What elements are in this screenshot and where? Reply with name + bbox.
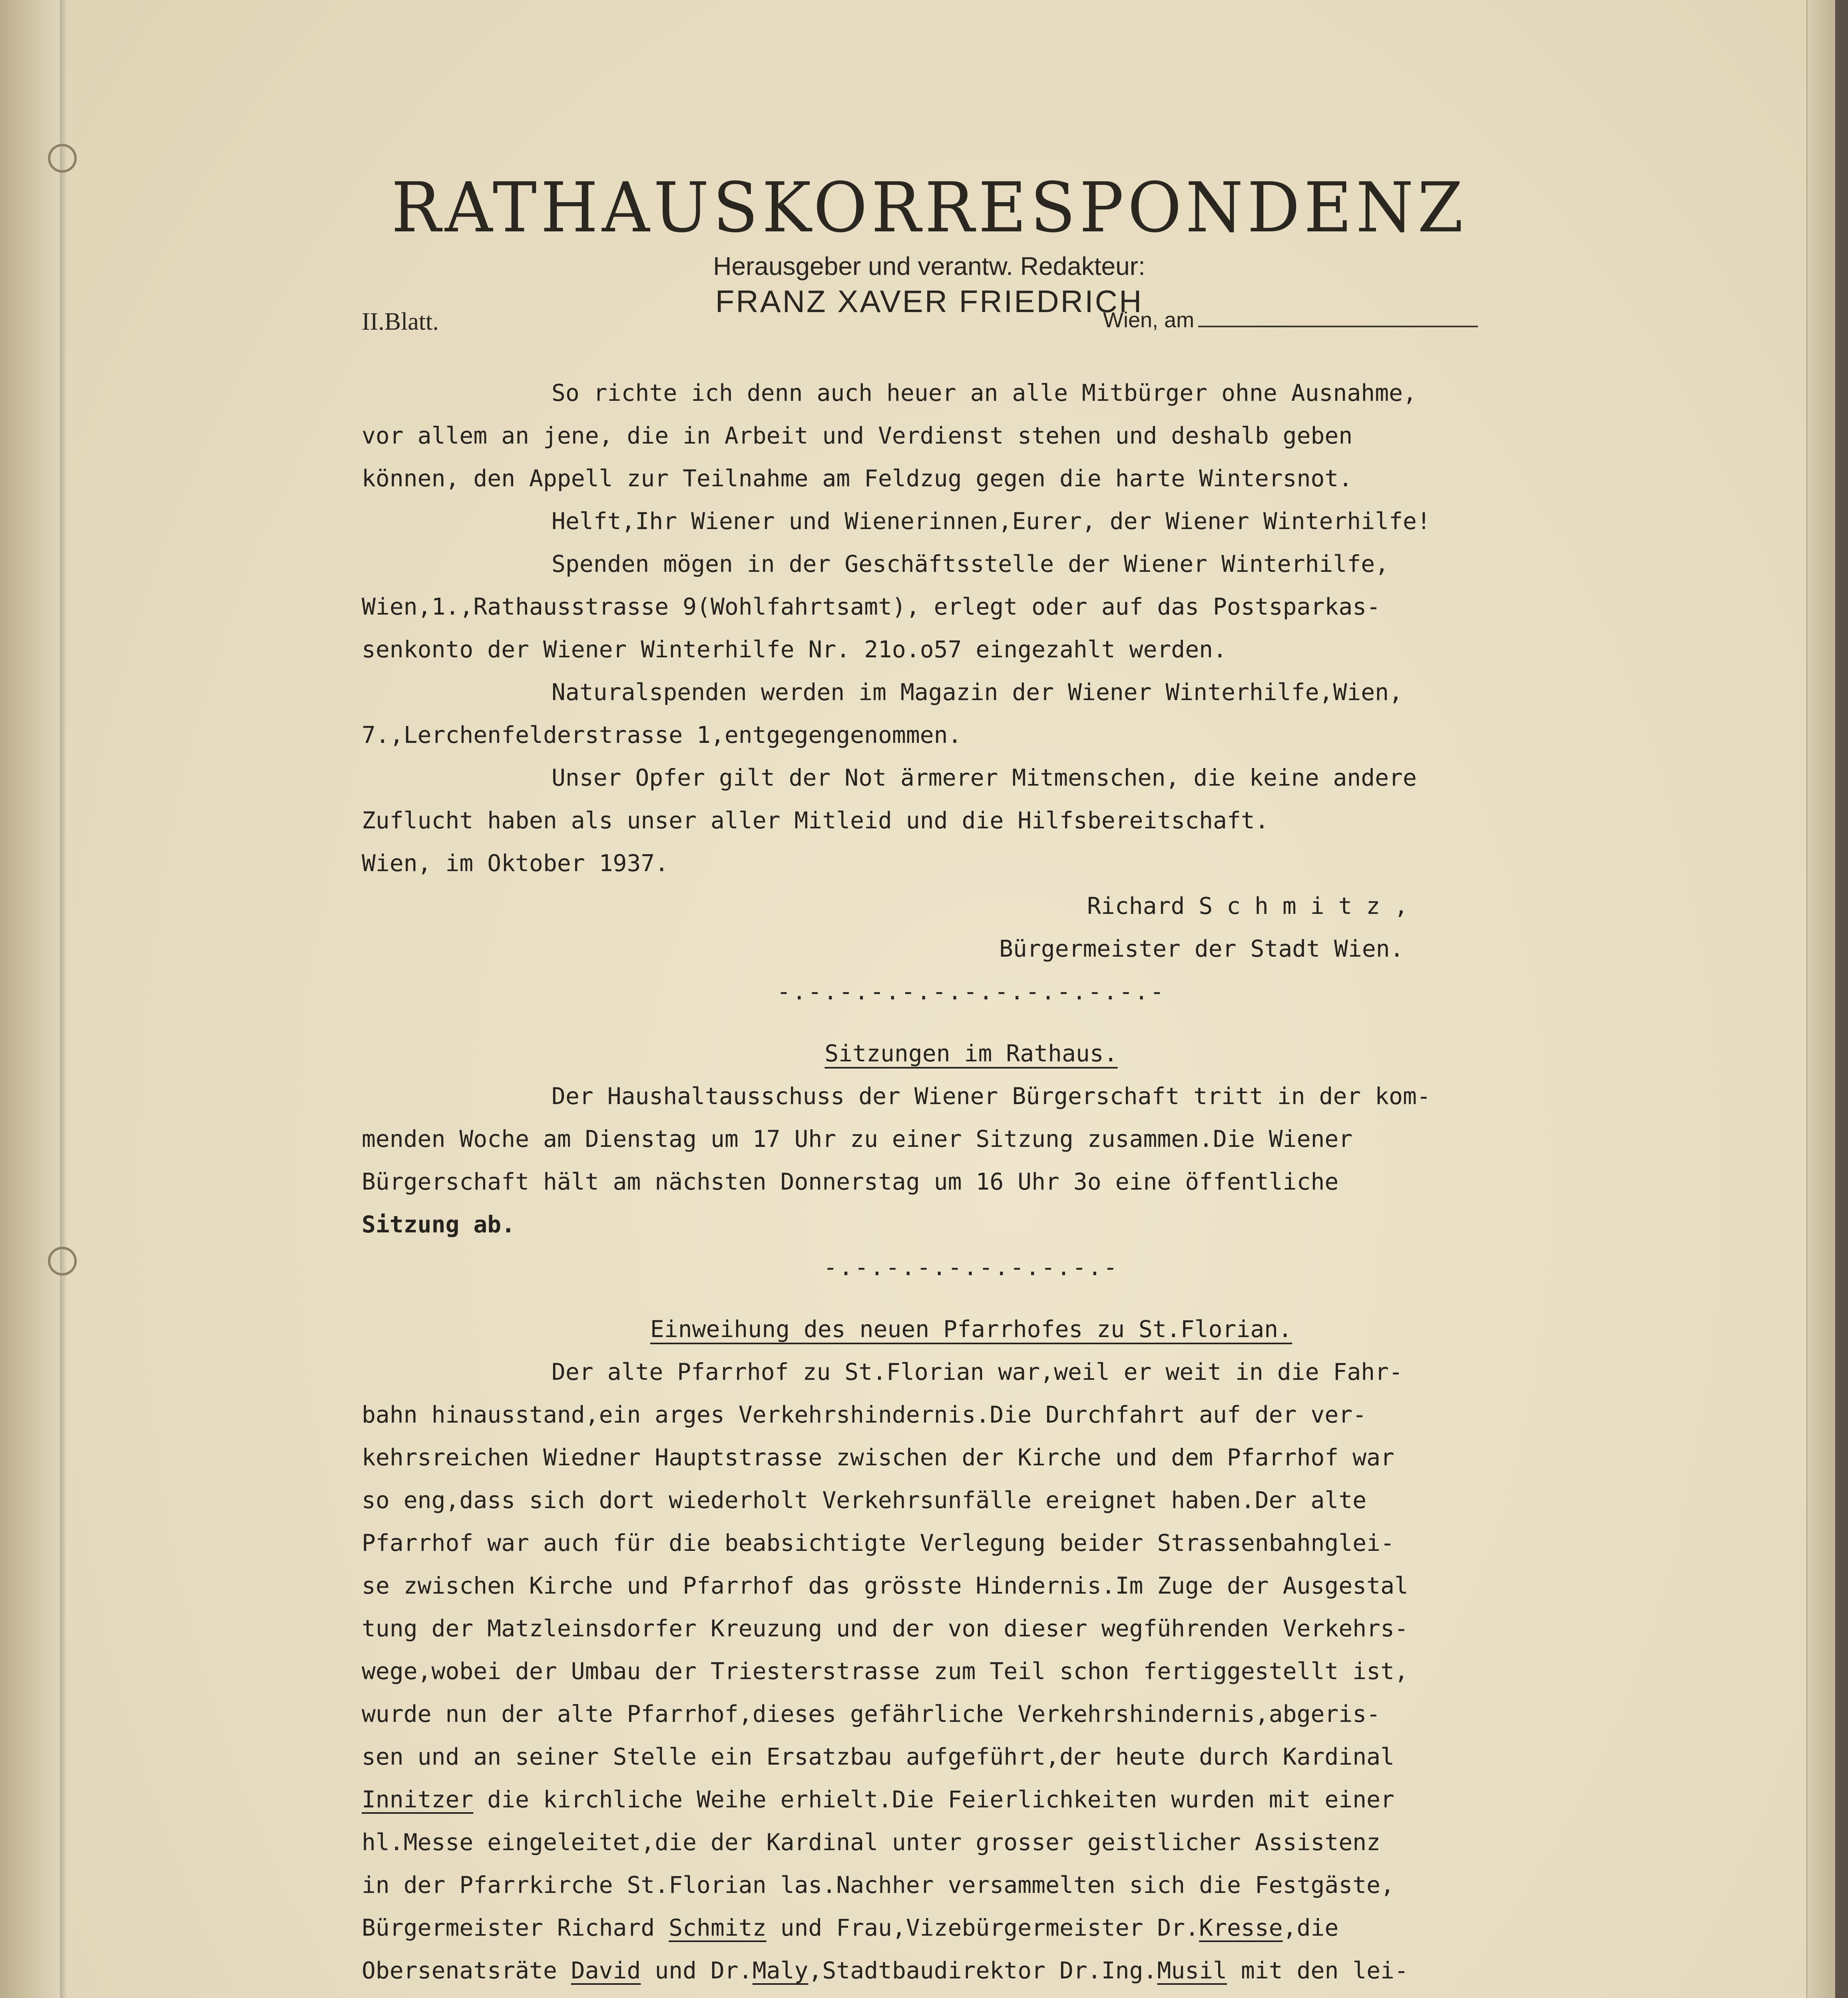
text-line: Bürgermeister Richard Schmitz und Frau,Vizebürgermeister Dr.Kresse,die	[362, 1914, 1339, 1941]
text-line: Der Haushaltausschuss der Wiener Bürgerschaft tritt in der kom-	[552, 1083, 1431, 1110]
person-name: Kresse	[1199, 1914, 1283, 1941]
editor-label: Herausgeber und verantw. Redakteur:	[713, 252, 1145, 281]
page-edge	[1806, 0, 1835, 1998]
masthead	[360, 168, 1499, 320]
text-line	[362, 1992, 1581, 1998]
place-label: Wien, am	[1103, 308, 1195, 332]
text-line: Zuflucht haben als unser aller Mitleid und die Hilfsbereitschaft.	[362, 807, 1269, 834]
text-line: Pfarrhof war auch für die beabsichtigte Verlegung beider Strassenbahnglei-	[362, 1529, 1395, 1556]
text-line: hl.Messe eingeleitet,die der Kardinal unter grosser geistlicher Assistenz	[362, 1829, 1381, 1856]
text-line: so eng,dass sich dort wiederholt Verkehrsunfälle ereignet haben.Der alte	[362, 1487, 1367, 1514]
text-line: Spenden mögen in der Geschäftsstelle der Wiener Winterhilfe,	[552, 550, 1389, 577]
person-name: Maly	[752, 1957, 808, 1984]
text-line: in der Pfarrkirche St.Florian las.Nachher versammelten sich die Festgäste,	[362, 1871, 1395, 1898]
text-line: Bürgerschaft hält am nächsten Donnerstag um 16 Uhr 3o eine öffentliche	[362, 1168, 1339, 1195]
separator: -.-.-.-.-.-.-.-.-.-.-.-.-	[777, 978, 1166, 1005]
date-line: Wien, im Oktober 1937.	[362, 850, 669, 877]
book-spine	[0, 0, 64, 1998]
signature-name: Richard S c h m i t z ,	[1087, 892, 1408, 919]
person-name: Schmitz	[669, 1914, 767, 1941]
text-line: können, den Appell zur Teilnahme am Feldzug gegen die harte Wintersnot.	[362, 465, 1353, 492]
text-line: Naturalspenden werden im Magazin der Wiener Winterhilfe,Wien,	[552, 679, 1403, 706]
spine-shadow	[60, 0, 67, 1998]
sheet-label: II.Blatt.	[362, 308, 439, 335]
masthead-title: RATHAUSKORRESPONDENZ	[391, 167, 1467, 248]
text-line: Innitzer die kirchliche Weihe erhielt.Die Feierlichkeiten wurden mit einer	[362, 1786, 1395, 1813]
text-line: senkonto der Wiener Winterhilfe Nr. 21o.o57 eingezahlt werden.	[362, 636, 1227, 663]
text-line: Helft,Ihr Wiener und Wienerinnen,Eurer, der Wiener Winterhilfe!	[552, 507, 1431, 535]
text-line: tung der Matzleinsdorfer Kreuzung und der von dieser wegführenden Verkehrs-	[362, 1615, 1408, 1642]
text-line: Sitzung ab.	[362, 1211, 516, 1238]
person-name: Musil	[1157, 1957, 1227, 1984]
text-line: Wien,1.,Rathausstrasse 9(Wohlfahrtsamt), erlegt oder auf das Postsparkas-	[362, 593, 1381, 620]
text-line: sen und an seiner Stelle ein Ersatzbau aufgeführt,der heute durch Kardinal	[362, 1743, 1395, 1770]
text-line: 7.,Lerchenfelderstrasse 1,entgegengenommen.	[362, 721, 962, 748]
text-line: wege,wobei der Umbau der Triesterstrasse zum Teil schon fertiggestellt ist,	[362, 1658, 1408, 1685]
text-line: vor allem an jene, die in Arbeit und Verdienst stehen und deshalb geben	[362, 422, 1353, 449]
date-rule	[1198, 326, 1478, 327]
text-line: Obersenatsräte David und Dr.Maly,Stadtbaudirektor Dr.Ing.Musil mit den lei-	[362, 1957, 1408, 1984]
text-line: So richte ich denn auch heuer an alle Mitbürger ohne Ausnahme,	[552, 379, 1417, 406]
binding-ring-icon	[48, 1247, 77, 1276]
person-name: Innitzer	[362, 1786, 474, 1813]
document-body	[362, 372, 1581, 1998]
section-heading-florian: Einweihung des neuen Pfarrhofes zu St.Florian.	[650, 1315, 1292, 1343]
text-line: kehrsreichen Wiedner Hauptstrasse zwischen der Kirche und dem Pfarrhof war	[362, 1444, 1395, 1471]
section-heading-sessions: Sitzungen im Rathaus.	[824, 1040, 1118, 1067]
editor-name: FRANZ XAVER FRIEDRICH	[715, 284, 1143, 319]
binding-ring-icon	[48, 144, 77, 173]
text-line: se zwischen Kirche und Pfarrhof das grösste Hindernis.Im Zuge der Ausgestal	[362, 1572, 1408, 1599]
signature-title: Bürgermeister der Stadt Wien.	[999, 935, 1404, 962]
place-date-line	[1103, 308, 1478, 332]
person-name: David	[571, 1957, 641, 1984]
text-line: wurde nun der alte Pfarrhof,dieses gefährliche Verkehrshindernis,abgeris-	[362, 1700, 1381, 1727]
text-line: Unser Opfer gilt der Not ärmerer Mitmenschen, die keine andere	[552, 764, 1417, 791]
separator: -.-.-.-.-.-.-.-.-.-	[823, 1254, 1119, 1281]
text-line: menden Woche am Dienstag um 17 Uhr zu einer Sitzung zusammen.Die Wiener	[362, 1125, 1353, 1152]
text-line: bahn hinausstand,ein arges Verkehrshindernis.Die Durchfahrt auf der ver-	[362, 1401, 1367, 1428]
text-line: Der alte Pfarrhof zu St.Florian war,weil er weit in die Fahr-	[552, 1358, 1403, 1385]
